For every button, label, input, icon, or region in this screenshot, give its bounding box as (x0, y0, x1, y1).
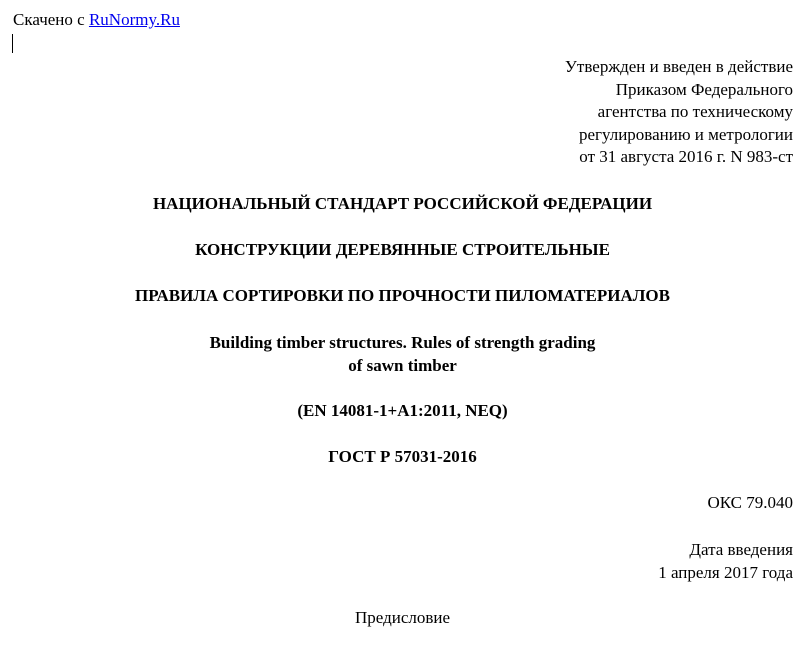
subject-title: КОНСТРУКЦИИ ДЕРЕВЯННЫЕ СТРОИТЕЛЬНЫЕ (195, 240, 610, 259)
source-line (13, 9, 180, 31)
introduction-date-block (658, 538, 793, 584)
source-link[interactable]: RuNormy.Ru (88, 10, 180, 29)
text-cursor (12, 34, 13, 53)
english-title-line: Building timber structures. Rules of strength grading (209, 333, 596, 352)
approval-line: агентства по техническому (597, 102, 793, 122)
approval-line: Утвержден и введен в действие (564, 57, 793, 76)
preface-heading: Предисловие (354, 608, 451, 627)
source-prefix: Скачено с (13, 10, 89, 29)
approval-line: от 31 августа 2016 г. N 983-ст (579, 147, 793, 167)
standard-type-title: НАЦИОНАЛЬНЫЙ СТАНДАРТ РОССИЙСКОЙ ФЕДЕРАЦИИ (152, 194, 653, 213)
english-title-line: of sawn timber (348, 356, 457, 375)
oks-code: ОКС 79.040 (707, 493, 793, 512)
english-title (3, 331, 799, 377)
approval-line: регулированию и метрологии (578, 124, 793, 144)
equivalence-note: (EN 14081-1+A1:2011, NEQ) (297, 401, 508, 420)
approval-line: Приказом Федерального (615, 79, 793, 99)
standard-designation: ГОСТ Р 57031-2016 (328, 447, 477, 466)
approval-block (565, 56, 793, 169)
introduction-date: 1 апреля 2017 года (658, 563, 793, 582)
standard-name-title: ПРАВИЛА СОРТИРОВКИ ПО ПРОЧНОСТИ ПИЛОМАТЕРИАЛОВ (135, 286, 670, 305)
introduction-label: Дата введения (689, 540, 793, 559)
